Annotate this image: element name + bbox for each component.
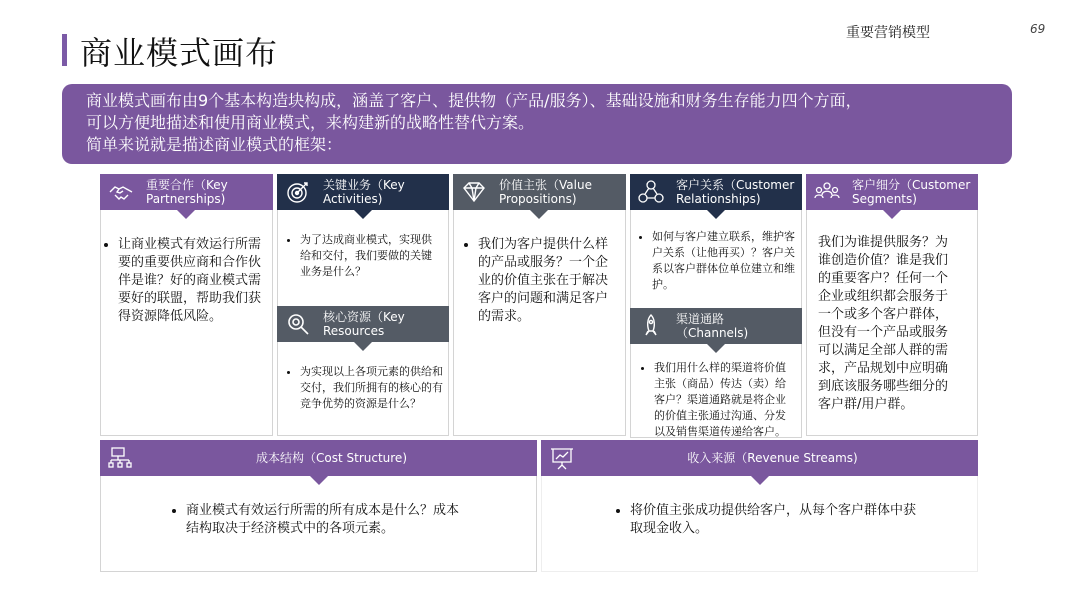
- value-propositions-text: • 我们为客户提供什么样的产品或服务？一个企业的价值主张在于解决客户的问题和满足客户的需求。: [478, 236, 618, 326]
- cost-structure-text: • 商业模式有效运行所需的所有成本是什么？成本结构取决于经济模式中的各项元素。: [186, 502, 468, 538]
- key-resources-header: [277, 306, 449, 342]
- page-title: 商业模式画布: [80, 34, 279, 72]
- banner-line-2: 可以方便地描述和使用商业模式，来构建新的战略性替代方案。: [86, 113, 535, 132]
- cost-structure-body: [172, 502, 468, 538]
- customer-relationships-title-1: 客户关系（Customer: [676, 178, 795, 192]
- channels-notch: [707, 344, 725, 353]
- cost-structure-header: [100, 440, 537, 476]
- magnifier-icon: [285, 311, 311, 337]
- rocket-icon: [638, 313, 664, 339]
- key-activities-text: • 为了达成商业模式，实现供给和交付，我们要做的关键业务是什么？: [300, 232, 442, 280]
- customer-relationships-title-2: Relationships): [676, 192, 761, 206]
- channels-title-1: 渠道通路: [676, 312, 725, 326]
- channels-header: [630, 308, 802, 344]
- cost-structure-title: 成本结构（Cost Structure): [256, 451, 407, 465]
- key-partnerships-notch: [177, 210, 195, 219]
- banner-line-3: 简单来说就是描述商业模式的框架：: [86, 135, 343, 154]
- key-partnerships-text: • 让商业模式有效运行所需要的重要供应商和合作伙伴是谁？好的商业模式需要好的联盟，帮助我们获得资源降低风险。: [118, 236, 264, 326]
- customer-relationships-header: [630, 174, 802, 210]
- title-accent-bar: [62, 34, 67, 66]
- customer-segments-title-1: 客户细分（Customer: [852, 178, 971, 192]
- revenue-streams-text: • 将价值主张成功提供给客户，从每个客户群体中获取现金收入。: [630, 502, 916, 538]
- customer-segments-text: 我们为谁提供服务？为谁创造价值？谁是我们的重要客户？任何一个企业或组织都会服务于一个或多个客户群体，但没有一个产品或服务可以满足全部人群的需求，产品规划中应明确到底该服务哪些细分的客户群/用户群。: [818, 235, 949, 412]
- key-partnerships-body: [104, 236, 264, 326]
- diamond-icon: [461, 179, 487, 205]
- key-activities-header: [277, 174, 449, 210]
- customer-segments-notch: [883, 210, 901, 219]
- customer-relationships-text: • 如何与客户建立联系，维护客户关系（让他再买）？客户关系以客户群体位单位建立和维护。: [652, 229, 796, 293]
- group-icon: [814, 179, 840, 205]
- channels-text: • 我们用什么样的渠道将价值主张（商品）传达（卖）给客户？渠道通路就是将企业的价值主张通过沟通、分发以及销售渠道传递给客户。: [654, 360, 796, 440]
- customer-segments-header: [806, 174, 978, 210]
- revenue-streams-notch: [751, 476, 769, 485]
- people-network-icon: [638, 179, 664, 205]
- key-resources-notch: [354, 342, 372, 351]
- customer-segments-title-2: Segments): [852, 192, 917, 206]
- page-number: 69: [1030, 22, 1046, 36]
- channels-body: [640, 360, 796, 440]
- key-activities-title-2: Activities): [323, 192, 383, 206]
- customer-relationships-notch: [707, 210, 725, 219]
- key-activities-title-1: 关键业务（Key: [323, 178, 405, 192]
- key-partnerships-header: [100, 174, 273, 210]
- key-resources-title-2: Resources: [323, 324, 385, 338]
- intro-banner: [62, 84, 1012, 164]
- value-propositions-header: [453, 174, 626, 210]
- value-propositions-body: [464, 236, 618, 326]
- revenue-streams-title: 收入来源（Revenue Streams): [687, 451, 858, 465]
- revenue-streams-header: [541, 440, 978, 476]
- key-activities-body: [286, 232, 442, 280]
- key-resources-body: [286, 364, 444, 412]
- key-activities-notch: [354, 210, 372, 219]
- key-partnerships-title-1: 重要合作（Key: [146, 178, 228, 192]
- value-propositions-title-1: 价值主张（Value: [499, 178, 592, 192]
- key-partnerships-title-2: Partnerships): [146, 192, 226, 206]
- cost-structure-notch: [310, 476, 328, 485]
- key-resources-text: • 为实现以上各项元素的供给和交付，我们所拥有的核心的有竞争优势的资源是什么？: [300, 364, 444, 412]
- customer-relationships-body: [638, 229, 796, 293]
- target-icon: [285, 179, 311, 205]
- key-resources-title-1: 核心资源（Key: [323, 310, 405, 324]
- revenue-streams-body: [616, 502, 916, 538]
- banner-line-1: 商业模式画布由9个基本构造块构成，涵盖了客户、提供物（产品/服务）、基础设施和财务生存能力四个方面，: [86, 91, 862, 110]
- channels-title-2: （Channels): [676, 326, 749, 340]
- value-propositions-notch: [530, 210, 548, 219]
- section-label: 重要营销模型: [846, 25, 930, 41]
- value-propositions-title-2: Propositions): [499, 192, 577, 206]
- handshake-icon: [108, 179, 134, 205]
